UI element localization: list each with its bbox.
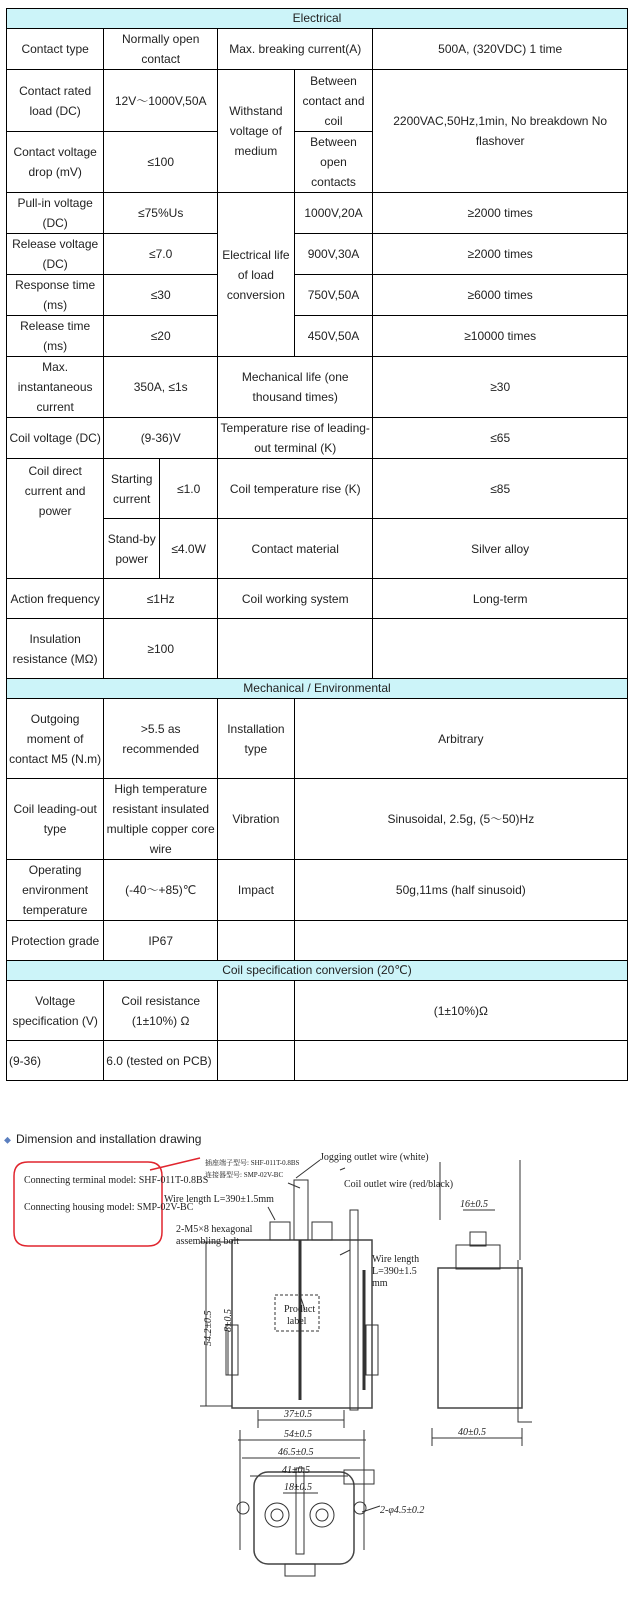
callout-housing: Connecting housing model: SMP-02V-BC <box>24 1202 194 1213</box>
response-time-label: Response time (ms) <box>7 275 104 316</box>
lead-out-label: Coil leading-out type <box>7 779 104 860</box>
bullet-icon: ⬥ <box>4 1135 11 1146</box>
coil-system-label: Coil working system <box>218 579 373 619</box>
dim-54-2: 54.2±0.5 <box>203 1310 214 1346</box>
life-load: 750V,50A <box>294 275 373 316</box>
response-time-value: ≤30 <box>104 275 218 316</box>
life-times: ≥2000 times <box>373 234 628 275</box>
coil-temp-rise-value: ≤85 <box>373 459 628 519</box>
voltage-spec-label: Voltage specification (V) <box>7 981 104 1041</box>
moment-value: >5.5 as recommended <box>104 699 218 779</box>
impact-value: 50g,11ms (half sinusoid) <box>294 860 627 921</box>
temp-rise-terminal-value: ≤65 <box>373 418 628 459</box>
action-freq-value: ≤1Hz <box>104 579 218 619</box>
dim-46-5: 46.5±0.5 <box>278 1447 314 1458</box>
pull-in-label: Pull-in voltage (DC) <box>7 193 104 234</box>
op-temp-label: Operating environment temperature <box>7 860 104 921</box>
dim-4-5: 2-φ4.5±0.2 <box>380 1505 425 1516</box>
row-voltage: (9-36) <box>7 1041 104 1081</box>
jogging-wire: Jogging outlet wire (white) <box>320 1152 429 1163</box>
withstand-value: 2200VAC,50Hz,1min, No breakdown No flashover <box>373 70 628 193</box>
life-load: 1000V,20A <box>294 193 373 234</box>
dim-18: 18±0.5 <box>284 1482 312 1493</box>
standby-label: Stand-by power <box>104 519 160 579</box>
lead-out-value: High temperature resistant insulated multiple copper core wire <box>104 779 218 860</box>
max-breaking-value: 500A, (320VDC) 1 time <box>373 29 628 70</box>
wire-length-right-1: Wire length <box>372 1254 420 1265</box>
max-current-value: 350A, ≤1s <box>104 357 218 418</box>
empty-cell <box>218 1041 295 1081</box>
starting-current-label: Starting current <box>104 459 160 519</box>
insulation-label: Insulation resistance (MΩ) <box>7 619 104 679</box>
chinese-housing: 连接器型号: SMP-02V-BC <box>205 1171 284 1179</box>
empty-cell <box>218 921 295 961</box>
moment-label: Outgoing moment of contact M5 (N.m) <box>7 699 104 779</box>
withstand-label: Withstand voltage of medium <box>218 70 295 193</box>
life-times: ≥6000 times <box>373 275 628 316</box>
life-times: ≥2000 times <box>373 193 628 234</box>
dim-54: 54±0.5 <box>284 1429 312 1440</box>
empty-cell <box>218 619 373 679</box>
voltage-drop-label: Contact voltage drop (mV) <box>7 132 104 193</box>
max-current-label: Max. instantaneous current <box>7 357 104 418</box>
product-label-2: label <box>287 1316 307 1327</box>
impact-label: Impact <box>218 860 295 921</box>
drawing-labels <box>24 1152 488 1516</box>
vibration-label: Vibration <box>218 779 295 860</box>
section-header-coil-spec: Coil specification conversion (20℃) <box>7 961 628 981</box>
install-type-value: Arbitrary <box>294 699 627 779</box>
section-header-mechanical: Mechanical / Environmental <box>7 679 628 699</box>
protection-label: Protection grade <box>7 921 104 961</box>
release-voltage-label: Release voltage (DC) <box>7 234 104 275</box>
life-load: 900V,30A <box>294 234 373 275</box>
release-time-value: ≤20 <box>104 316 218 357</box>
coil-voltage-label: Coil voltage (DC) <box>7 418 104 459</box>
callout-terminal: Connecting terminal model: SHF-011T-0.8BS <box>24 1175 209 1186</box>
coil-resistance-label: Coil resistance (1±10%) Ω <box>104 981 218 1041</box>
starting-current-value: ≤1.0 <box>160 459 218 519</box>
contact-material-label: Contact material <box>218 519 373 579</box>
between-contact-coil: Between contact and coil <box>294 70 373 132</box>
coil-direct-label: Coil direct current and power <box>7 459 104 579</box>
electrical-life-label: Electrical life of load conversion <box>218 193 295 357</box>
coil-system-value: Long-term <box>373 579 628 619</box>
between-open-contacts: Between open contacts <box>294 132 373 193</box>
life-times: ≥10000 times <box>373 316 628 357</box>
op-temp-value: (-40～+85)℃ <box>104 860 218 921</box>
empty-cell <box>373 619 628 679</box>
life-load: 450V,50A <box>294 316 373 357</box>
release-voltage-value: ≤7.0 <box>104 234 218 275</box>
protection-value: IP67 <box>104 921 218 961</box>
insulation-value: ≥100 <box>104 619 218 679</box>
tolerance-value: (1±10%)Ω <box>294 981 627 1041</box>
contact-material-value: Silver alloy <box>373 519 628 579</box>
bolt-label-1: 2-M5×8 hexagonal <box>176 1224 253 1235</box>
empty-cell <box>218 981 295 1041</box>
wire-length: Wire length L=390±1.5mm <box>164 1194 274 1205</box>
empty-cell <box>294 1041 627 1081</box>
release-time-label: Release time (ms) <box>7 316 104 357</box>
rated-load-value: 12V～1000V,50A <box>104 70 218 132</box>
max-breaking-label: Max. breaking current(A) <box>218 29 373 70</box>
voltage-drop-value: ≤100 <box>104 132 218 193</box>
drawing-heading <box>4 1132 201 1146</box>
temp-rise-terminal-label: Temperature rise of leading-out terminal (K) <box>218 418 373 459</box>
bolt-label-2: assembling bolt <box>176 1236 240 1247</box>
action-freq-label: Action frequency <box>7 579 104 619</box>
chinese-terminal: 插座端子型号: SHF-011T-0.8BS <box>205 1159 300 1167</box>
pull-in-value: ≤75%Us <box>104 193 218 234</box>
section-header-electrical: Electrical <box>7 9 628 29</box>
coil-outlet-wire: Coil outlet wire (red/black) <box>344 1179 454 1190</box>
install-type-label: Installation type <box>218 699 295 779</box>
dim-16: 16±0.5 <box>460 1199 488 1210</box>
dim-37: 37±0.5 <box>284 1409 312 1420</box>
dim-8: 8±0.5 <box>223 1309 234 1332</box>
contact-type-label: Contact type <box>7 29 104 70</box>
spec-table <box>6 8 628 1081</box>
standby-value: ≤4.0W <box>160 519 218 579</box>
dimension-drawing <box>0 1150 641 1624</box>
product-label-1: Product <box>284 1304 316 1315</box>
dim-41: 41±0.5 <box>282 1465 310 1476</box>
coil-temp-rise-label: Coil temperature rise (K) <box>218 459 373 519</box>
contact-type-value: Normally open contact <box>104 29 218 70</box>
vibration-value: Sinusoidal, 2.5g, (5～50)Hz <box>294 779 627 860</box>
row-resistance: 6.0 (tested on PCB) <box>104 1041 218 1081</box>
mech-life-value: ≥30 <box>373 357 628 418</box>
dim-40: 40±0.5 <box>458 1427 486 1438</box>
rated-load-label: Contact rated load (DC) <box>7 70 104 132</box>
empty-cell <box>294 921 627 961</box>
coil-voltage-value: (9-36)V <box>104 418 218 459</box>
drawing-heading-text: Dimension and installation drawing <box>16 1132 202 1146</box>
wire-length-right-3: mm <box>372 1278 388 1289</box>
wire-length-right-2: L=390±1.5 <box>372 1266 417 1277</box>
mech-life-label: Mechanical life (one thousand times) <box>218 357 373 418</box>
